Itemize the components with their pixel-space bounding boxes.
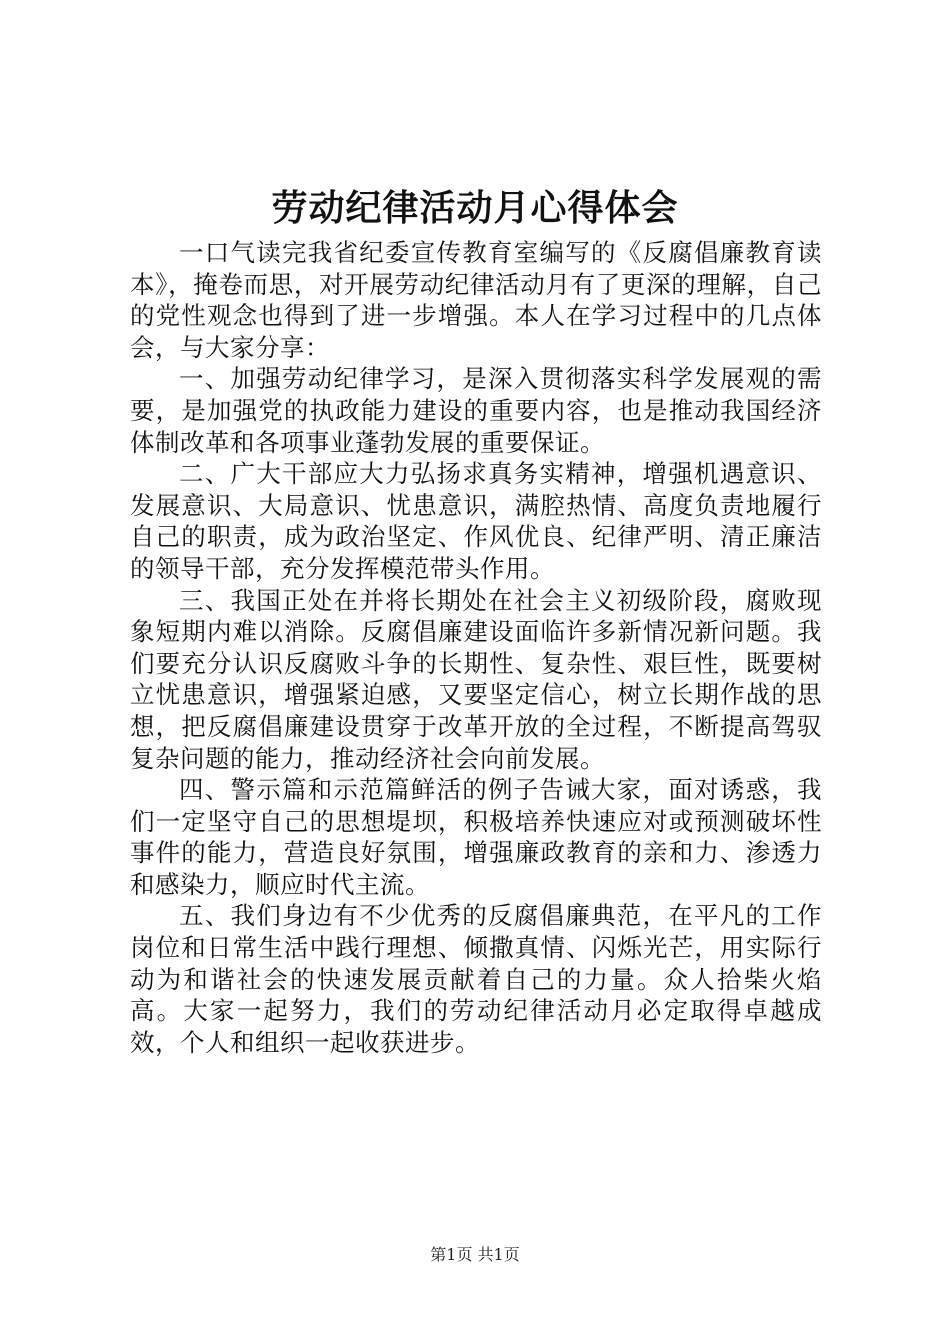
paragraph-point-5: 五、我们身边有不少优秀的反腐倡廉典范，在平凡的工作岗位和日常生活中践行理想、倾撒真情、闪烁光芒，用实际行动为和谐社会的快速发展贡献着自己的力量。众人拾柴火焰高。大家一起努力，我们的劳动纪律活动月必定取得卓越成效，个人和组织一起收获进步。	[130, 901, 822, 1057]
paragraph-point-2: 二、广大干部应大力弘扬求真务实精神，增强机遇意识、发展意识、大局意识、忧患意识，满腔热情、高度负责地履行自己的职责，成为政治坚定、作风优良、纪律严明、清正廉洁的领导干部，充分发挥模范带头作用。	[130, 459, 822, 583]
paragraph-point-1: 一、加强劳动纪律学习，是深入贯彻落实科学发展观的需要，是加强党的执政能力建设的重要内容，也是推动我国经济体制改革和各项事业蓬勃发展的重要保证。	[130, 364, 822, 457]
document-title: 劳动纪律活动月心得体会	[271, 188, 679, 229]
paragraph-intro: 一口气读完我省纪委宣传教育室编写的《反腐倡廉教育读本》，掩卷而思，对开展劳动纪律活动月有了更深的理解，自己的党性观念也得到了进一步增强。本人在学习过程中的几点体会，与大家分享：	[130, 238, 822, 362]
paragraph-point-4: 四、警示篇和示范篇鲜活的例子告诫大家，面对诱惑，我们一定坚守自己的思想堤坝，积极培养快速应对或预测破坏性事件的能力，营造良好氛围，增强廉政教育的亲和力、渗透力和感染力，顺应时代主流。	[130, 775, 822, 899]
paragraph-point-3: 三、我国正处在并将长期处在社会主义初级阶段，腐败现象短期内难以消除。反腐倡廉建设面临许多新情况新问题。我们要充分认识反腐败斗争的长期性、复杂性、艰巨性，既要树立忧患意识，增强紧迫感，又要坚定信心，树立长期作战的思想，把反腐倡廉建设贯穿于改革开放的全过程，不断提高驾驭复杂问题的能力，推动经济社会向前发展。	[130, 585, 822, 773]
document-body	[130, 237, 822, 1058]
page-number-footer: 第1页 共1页	[430, 1245, 520, 1264]
